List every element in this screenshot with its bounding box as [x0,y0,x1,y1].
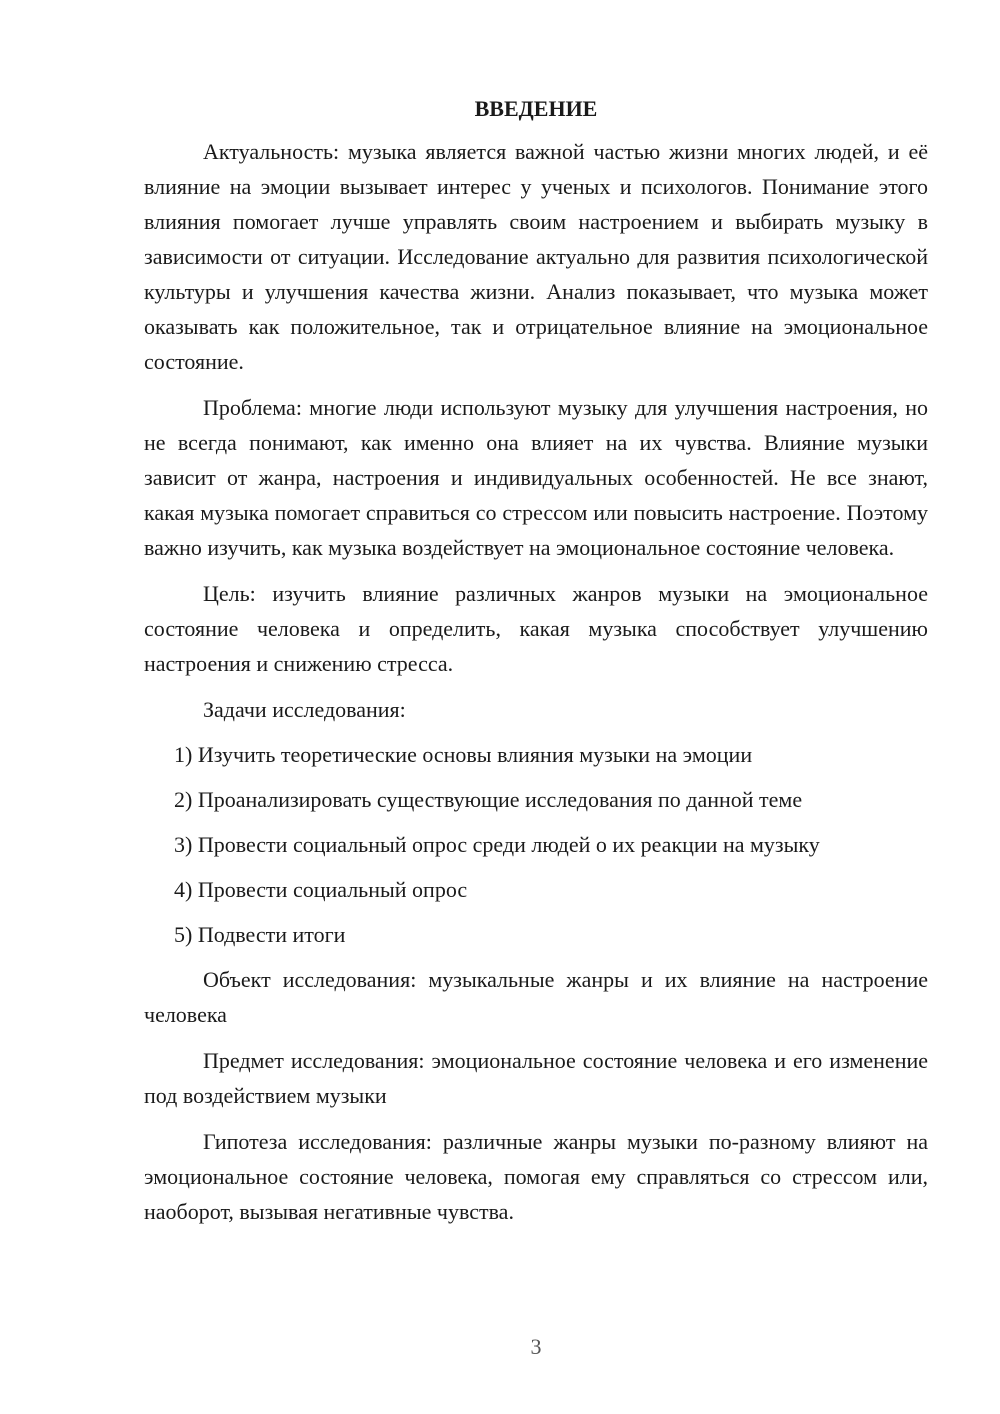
task-item: 4) Провести социальный опрос [174,877,468,902]
task-item: 1) Изучить теоретические основы влияния музыки на эмоции [174,742,753,767]
tasks-list [144,737,928,952]
relevance-paragraph: Актуальность: музыка является важной частью жизни многих людей, и её влияние на эмоции вызывает интерес у ученых и психологов. Понимание этого влияния помогает лучше управлять своим настроением и выбирать музыку в зависимости от ситуации. Исследование актуально для развития психологической культуры и улучшения качества жизни. Анализ показывает, что музыка может оказывать как положительное, так и отрицательное влияние на эмоциональное состояние. [144,139,928,374]
goal-paragraph: Цель: изучить влияние различных жанров музыки на эмоциональное состояние человека и определить, какая музыка способствует улучшению настроения и снижению стресса. [144,581,928,676]
section-title: ВВЕДЕНИЕ [474,96,598,121]
subject-paragraph: Предмет исследования: эмоциональное состояние человека и его изменение под воздействием музыки [144,1048,928,1108]
task-item: 2) Проанализировать существующие исследования по данной теме [174,787,803,812]
document-page [144,90,928,1240]
problem-paragraph: Проблема: многие люди используют музыку для улучшения настроения, но не всегда понимают, как именно она влияет на их чувства. Влияние музыки зависит от жанра, настроения и индивидуальных особенностей. Не все знают, какая музыка помогает справиться со стрессом или повысить настроение. Поэтому важно изучить, как музыка воздействует на эмоциональное состояние человека. [144,395,928,560]
object-paragraph: Объект исследования: музыкальные жанры и их влияние на настроение человека [144,967,928,1027]
tasks-heading: Задачи исследования: [203,697,406,722]
task-item: 3) Провести социальный опрос среди людей о их реакции на музыку [174,832,820,857]
task-item: 5) Подвести итоги [174,922,346,947]
hypothesis-paragraph: Гипотеза исследования: различные жанры музыки по-разному влияют на эмоциональное состояние человека, помогая ему справляться со стрессом или, наоборот, вызывая негативные чувства. [144,1129,928,1224]
page-number: 3 [530,1334,542,1359]
